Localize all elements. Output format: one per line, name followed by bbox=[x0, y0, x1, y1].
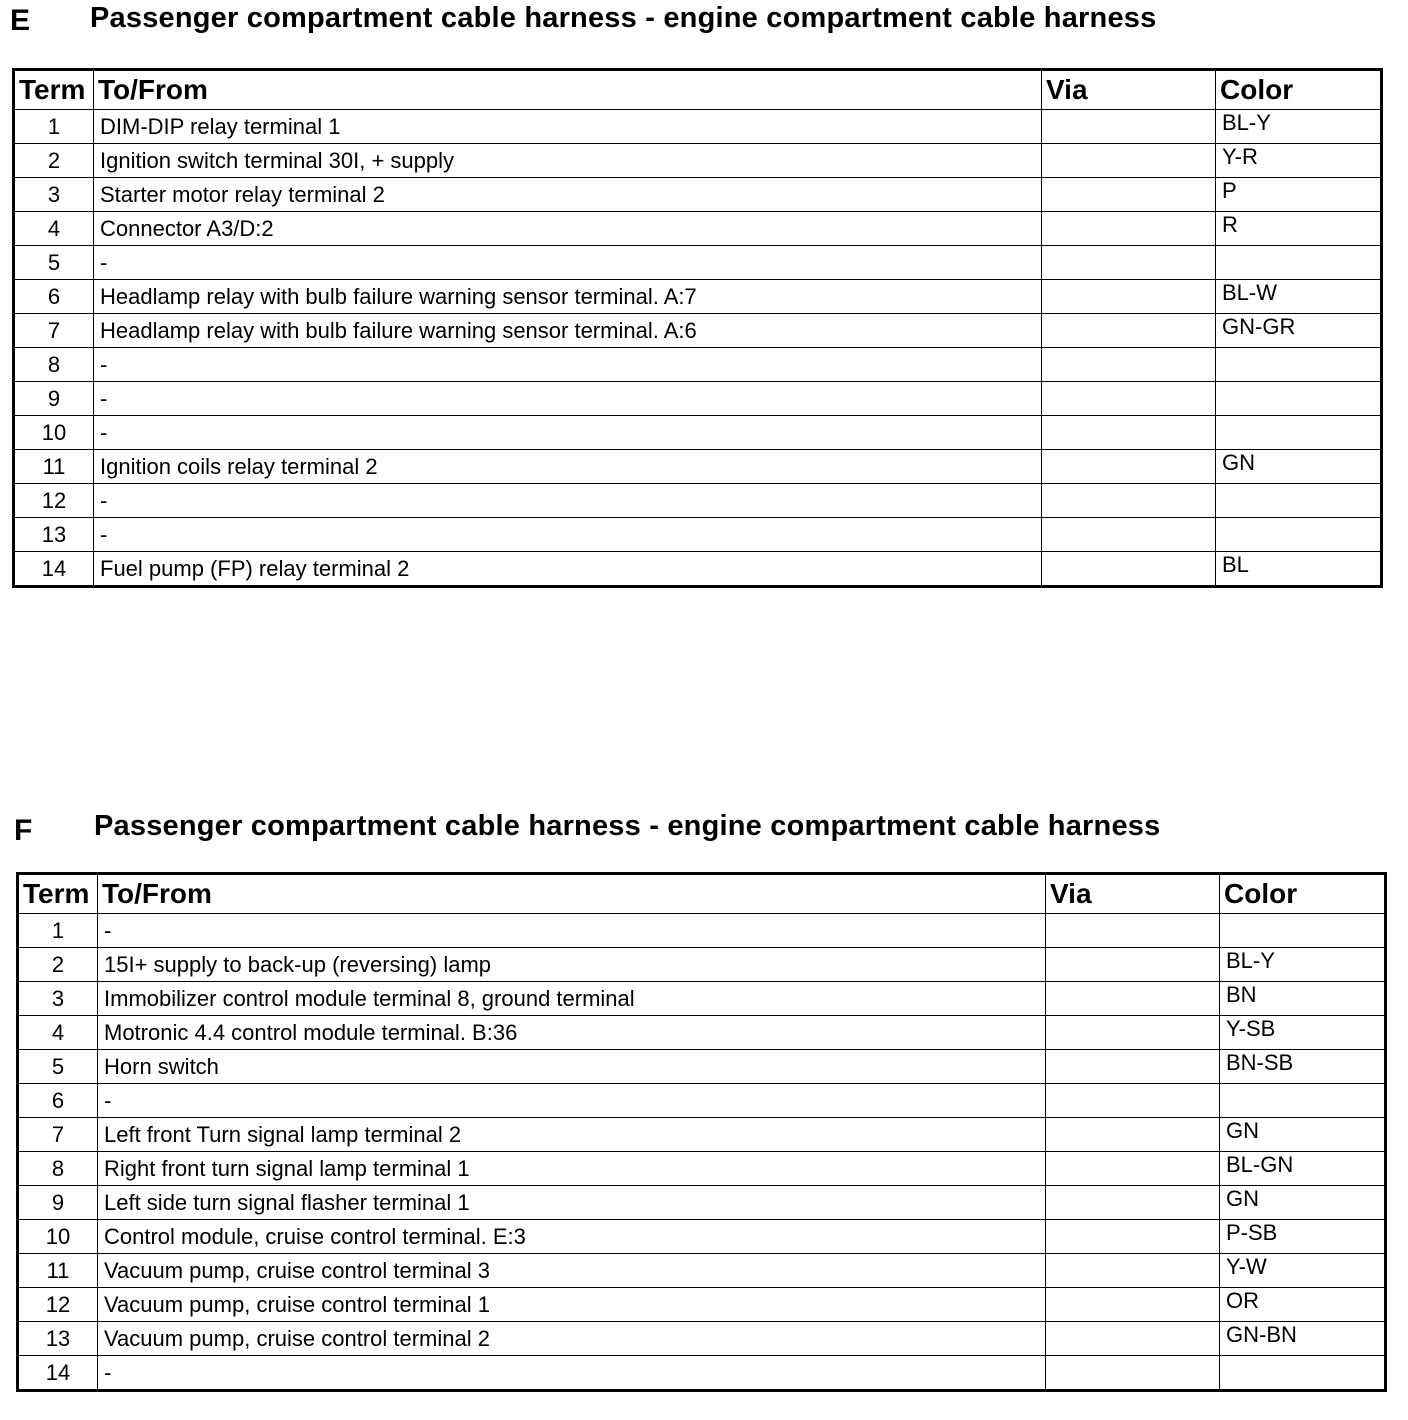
color-cell: BN bbox=[1220, 982, 1386, 1016]
to-from-cell: - bbox=[94, 382, 1042, 416]
via-cell bbox=[1042, 246, 1216, 280]
table-row bbox=[14, 416, 1382, 450]
term-cell: 9 bbox=[14, 382, 94, 416]
table-row bbox=[18, 1050, 1386, 1084]
term-cell: 11 bbox=[14, 450, 94, 484]
to-from-cell: - bbox=[98, 1084, 1046, 1118]
via-cell bbox=[1046, 1050, 1220, 1084]
table-row bbox=[18, 1356, 1386, 1391]
to-from-cell: - bbox=[98, 1356, 1046, 1391]
section-title: Passenger compartment cable harness - engine compartment cable harness bbox=[94, 810, 1161, 842]
color-cell: Y-SB bbox=[1220, 1016, 1386, 1050]
header-to-from: To/From bbox=[98, 874, 1046, 914]
color-cell: GN bbox=[1216, 450, 1382, 484]
term-cell: 10 bbox=[18, 1220, 98, 1254]
color-cell: P-SB bbox=[1220, 1220, 1386, 1254]
to-from-cell: Vacuum pump, cruise control terminal 3 bbox=[98, 1254, 1046, 1288]
term-cell: 1 bbox=[18, 914, 98, 948]
term-cell: 11 bbox=[18, 1254, 98, 1288]
section-e bbox=[0, 0, 1408, 581]
via-cell bbox=[1042, 110, 1216, 144]
color-cell: P bbox=[1216, 178, 1382, 212]
to-from-cell: Horn switch bbox=[98, 1050, 1046, 1084]
term-cell: 12 bbox=[14, 484, 94, 518]
table-row bbox=[14, 348, 1382, 382]
term-cell: 10 bbox=[14, 416, 94, 450]
via-cell bbox=[1042, 144, 1216, 178]
harness-table-e bbox=[12, 68, 1383, 588]
to-from-cell: Ignition coils relay terminal 2 bbox=[94, 450, 1042, 484]
table-row bbox=[14, 246, 1382, 280]
to-from-cell: DIM-DIP relay terminal 1 bbox=[94, 110, 1042, 144]
table-row bbox=[18, 982, 1386, 1016]
to-from-cell: Connector A3/D:2 bbox=[94, 212, 1042, 246]
color-cell: BL-W bbox=[1216, 280, 1382, 314]
section-letter: F bbox=[14, 814, 33, 847]
term-cell: 4 bbox=[14, 212, 94, 246]
to-from-cell: Vacuum pump, cruise control terminal 1 bbox=[98, 1288, 1046, 1322]
to-from-cell: Left side turn signal flasher terminal 1 bbox=[98, 1186, 1046, 1220]
table-row bbox=[14, 314, 1382, 348]
color-cell bbox=[1216, 382, 1382, 416]
via-cell bbox=[1042, 382, 1216, 416]
header-term: Term bbox=[18, 874, 98, 914]
header-color: Color bbox=[1220, 874, 1386, 914]
to-from-cell: Ignition switch terminal 30I, + supply bbox=[94, 144, 1042, 178]
color-cell: GN-BN bbox=[1220, 1322, 1386, 1356]
section-heading bbox=[0, 808, 1408, 870]
term-cell: 1 bbox=[14, 110, 94, 144]
table-header-row bbox=[14, 70, 1382, 110]
color-cell: Y-W bbox=[1220, 1254, 1386, 1288]
color-cell bbox=[1220, 1084, 1386, 1118]
table-row bbox=[14, 280, 1382, 314]
via-cell bbox=[1042, 348, 1216, 382]
via-cell bbox=[1046, 1118, 1220, 1152]
header-via: Via bbox=[1042, 70, 1216, 110]
color-cell bbox=[1216, 484, 1382, 518]
to-from-cell: 15I+ supply to back-up (reversing) lamp bbox=[98, 948, 1046, 982]
via-cell bbox=[1042, 518, 1216, 552]
section-heading bbox=[0, 0, 1408, 62]
color-cell bbox=[1216, 518, 1382, 552]
to-from-cell: - bbox=[94, 246, 1042, 280]
table-row bbox=[14, 178, 1382, 212]
via-cell bbox=[1046, 1356, 1220, 1391]
table-row bbox=[14, 518, 1382, 552]
color-cell bbox=[1216, 348, 1382, 382]
color-cell: GN-GR bbox=[1216, 314, 1382, 348]
table-header-row bbox=[18, 874, 1386, 914]
term-cell: 13 bbox=[18, 1322, 98, 1356]
via-cell bbox=[1046, 1186, 1220, 1220]
header-to-from: To/From bbox=[94, 70, 1042, 110]
term-cell: 7 bbox=[14, 314, 94, 348]
term-cell: 8 bbox=[18, 1152, 98, 1186]
header-color: Color bbox=[1216, 70, 1382, 110]
table-row bbox=[14, 552, 1382, 587]
term-cell: 14 bbox=[18, 1356, 98, 1391]
table-row bbox=[18, 1186, 1386, 1220]
via-cell bbox=[1046, 914, 1220, 948]
term-cell: 12 bbox=[18, 1288, 98, 1322]
to-from-cell: Headlamp relay with bulb failure warning sensor terminal. A:6 bbox=[94, 314, 1042, 348]
via-cell bbox=[1046, 1220, 1220, 1254]
to-from-cell: - bbox=[94, 518, 1042, 552]
to-from-cell: Control module, cruise control terminal. E:3 bbox=[98, 1220, 1046, 1254]
to-from-cell: Right front turn signal lamp terminal 1 bbox=[98, 1152, 1046, 1186]
via-cell bbox=[1046, 1322, 1220, 1356]
to-from-cell: - bbox=[94, 484, 1042, 518]
via-cell bbox=[1042, 416, 1216, 450]
table-row bbox=[14, 450, 1382, 484]
table-row bbox=[18, 1084, 1386, 1118]
to-from-cell: Headlamp relay with bulb failure warning sensor terminal. A:7 bbox=[94, 280, 1042, 314]
table-row bbox=[18, 1254, 1386, 1288]
color-cell: Y-R bbox=[1216, 144, 1382, 178]
to-from-cell: Motronic 4.4 control module terminal. B:36 bbox=[98, 1016, 1046, 1050]
table-row bbox=[14, 144, 1382, 178]
term-cell: 4 bbox=[18, 1016, 98, 1050]
to-from-cell: Fuel pump (FP) relay terminal 2 bbox=[94, 552, 1042, 587]
term-cell: 8 bbox=[14, 348, 94, 382]
via-cell bbox=[1042, 212, 1216, 246]
term-cell: 5 bbox=[18, 1050, 98, 1084]
color-cell bbox=[1220, 1356, 1386, 1391]
via-cell bbox=[1042, 484, 1216, 518]
table-row bbox=[18, 948, 1386, 982]
term-cell: 14 bbox=[14, 552, 94, 587]
term-cell: 7 bbox=[18, 1118, 98, 1152]
table-body bbox=[18, 914, 1386, 1391]
table-body bbox=[14, 110, 1382, 587]
via-cell bbox=[1046, 948, 1220, 982]
header-via: Via bbox=[1046, 874, 1220, 914]
table-row bbox=[18, 914, 1386, 948]
via-cell bbox=[1046, 1288, 1220, 1322]
color-cell: BL-Y bbox=[1216, 110, 1382, 144]
table-row bbox=[14, 212, 1382, 246]
table-row bbox=[18, 1152, 1386, 1186]
term-cell: 6 bbox=[14, 280, 94, 314]
term-cell: 3 bbox=[18, 982, 98, 1016]
color-cell: BN-SB bbox=[1220, 1050, 1386, 1084]
via-cell bbox=[1046, 1254, 1220, 1288]
via-cell bbox=[1042, 314, 1216, 348]
via-cell bbox=[1042, 552, 1216, 587]
section-title: Passenger compartment cable harness - engine compartment cable harness bbox=[90, 2, 1157, 34]
color-cell bbox=[1220, 914, 1386, 948]
section-f bbox=[0, 808, 1408, 1385]
table-row bbox=[14, 382, 1382, 416]
harness-table-f bbox=[16, 872, 1387, 1392]
term-cell: 13 bbox=[14, 518, 94, 552]
via-cell bbox=[1046, 1016, 1220, 1050]
term-cell: 2 bbox=[18, 948, 98, 982]
color-cell bbox=[1216, 416, 1382, 450]
color-cell: BL bbox=[1216, 552, 1382, 587]
term-cell: 5 bbox=[14, 246, 94, 280]
via-cell bbox=[1046, 1152, 1220, 1186]
term-cell: 9 bbox=[18, 1186, 98, 1220]
term-cell: 2 bbox=[14, 144, 94, 178]
via-cell bbox=[1046, 1084, 1220, 1118]
table-row bbox=[14, 110, 1382, 144]
color-cell bbox=[1216, 246, 1382, 280]
table-row bbox=[18, 1118, 1386, 1152]
table-row bbox=[18, 1288, 1386, 1322]
to-from-cell: - bbox=[98, 914, 1046, 948]
via-cell bbox=[1046, 982, 1220, 1016]
to-from-cell: Left front Turn signal lamp terminal 2 bbox=[98, 1118, 1046, 1152]
via-cell bbox=[1042, 450, 1216, 484]
table-row bbox=[18, 1016, 1386, 1050]
table-row bbox=[14, 484, 1382, 518]
to-from-cell: - bbox=[94, 416, 1042, 450]
color-cell: BL-Y bbox=[1220, 948, 1386, 982]
color-cell: GN bbox=[1220, 1186, 1386, 1220]
table-row bbox=[18, 1220, 1386, 1254]
via-cell bbox=[1042, 280, 1216, 314]
color-cell: R bbox=[1216, 212, 1382, 246]
header-term: Term bbox=[14, 70, 94, 110]
color-cell: OR bbox=[1220, 1288, 1386, 1322]
table-row bbox=[18, 1322, 1386, 1356]
color-cell: GN bbox=[1220, 1118, 1386, 1152]
via-cell bbox=[1042, 178, 1216, 212]
to-from-cell: Starter motor relay terminal 2 bbox=[94, 178, 1042, 212]
to-from-cell: - bbox=[94, 348, 1042, 382]
to-from-cell: Immobilizer control module terminal 8, ground terminal bbox=[98, 982, 1046, 1016]
term-cell: 3 bbox=[14, 178, 94, 212]
section-letter: E bbox=[10, 4, 31, 37]
term-cell: 6 bbox=[18, 1084, 98, 1118]
to-from-cell: Vacuum pump, cruise control terminal 2 bbox=[98, 1322, 1046, 1356]
color-cell: BL-GN bbox=[1220, 1152, 1386, 1186]
